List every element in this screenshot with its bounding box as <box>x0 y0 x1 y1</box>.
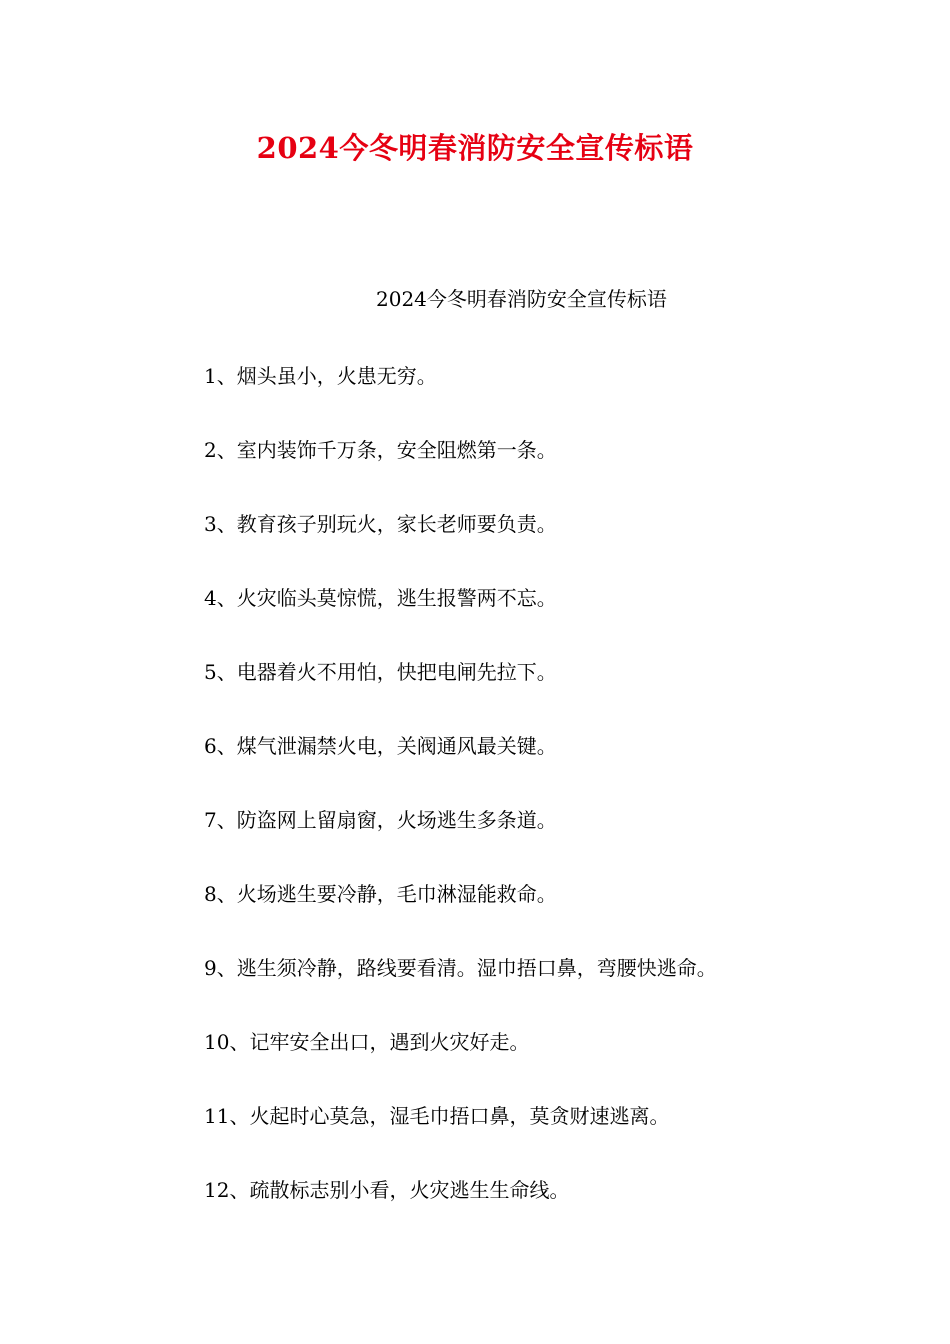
slogan-item: 8、火场逃生要冷静，毛巾淋湿能救命。 <box>204 882 557 906</box>
slogan-item: 6、煤气泄漏禁火电，关阀通风最关键。 <box>204 734 557 758</box>
slogan-item: 1、烟头虽小，火患无穷。 <box>204 364 437 388</box>
slogan-item: 2、室内装饰千万条，安全阻燃第一条。 <box>204 438 557 462</box>
slogan-item: 4、火灾临头莫惊慌，逃生报警两不忘。 <box>204 586 557 610</box>
slogan-item: 12、疏散标志别小看，火灾逃生生命线。 <box>204 1178 570 1202</box>
slogan-item: 3、教育孩子别玩火，家长老师要负责。 <box>204 512 557 536</box>
slogan-item: 9、逃生须冷静，路线要看清。湿巾捂口鼻，弯腰快逃命。 <box>204 956 717 980</box>
slogan-item: 11、火起时心莫急，湿毛巾捂口鼻，莫贪财速逃离。 <box>204 1104 670 1128</box>
document-title: 2024今冬明春消防安全宣传标语 <box>256 131 694 165</box>
slogan-item: 7、防盗网上留扇窗，火场逃生多条道。 <box>204 808 557 832</box>
document-subtitle: 2024今冬明春消防安全宣传标语 <box>376 287 667 311</box>
slogan-item: 10、记牢安全出口，遇到火灾好走。 <box>204 1030 530 1054</box>
slogan-item: 5、电器着火不用怕，快把电闸先拉下。 <box>204 660 557 684</box>
slogan-list <box>204 358 717 1246</box>
